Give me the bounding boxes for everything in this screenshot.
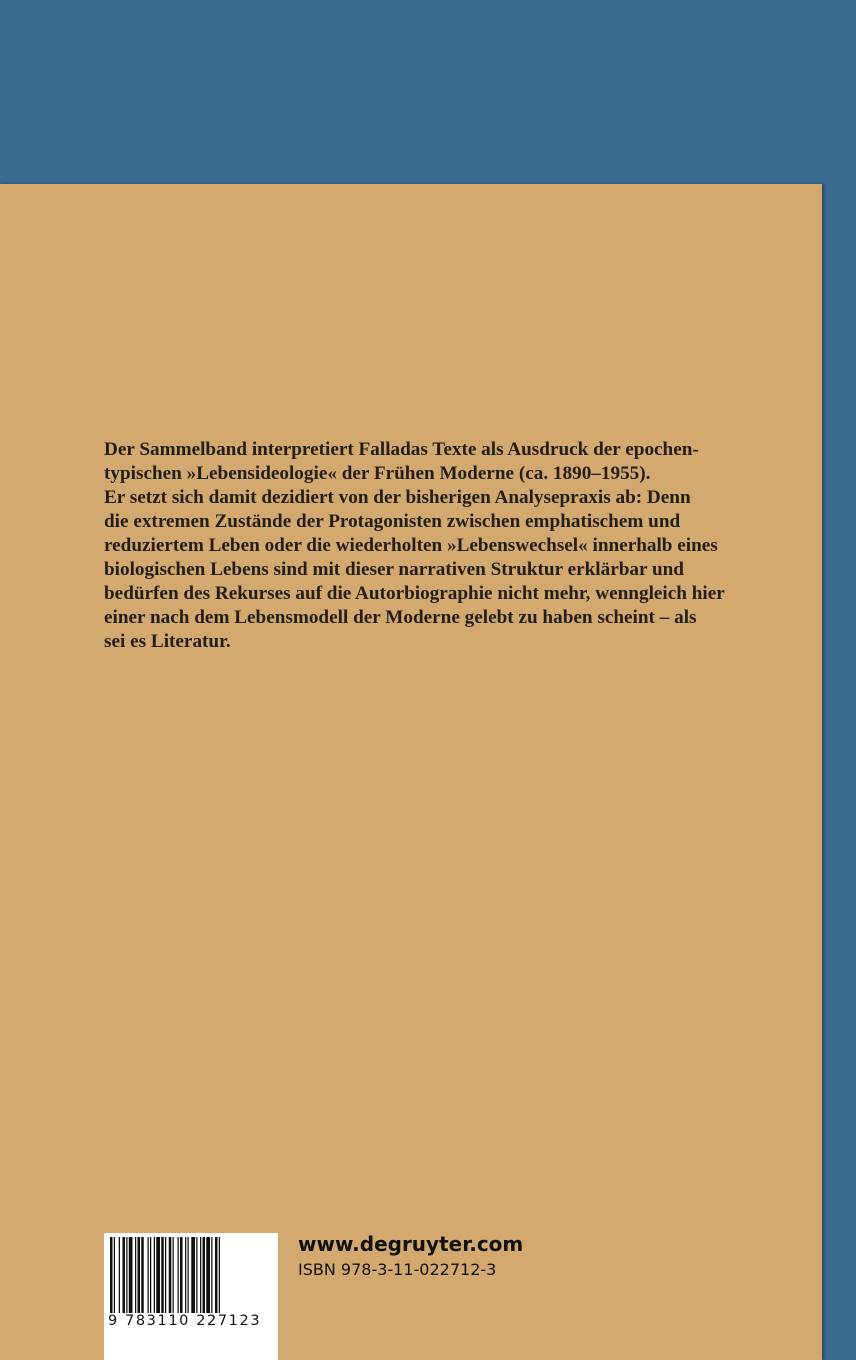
blurb-line: typischen »Lebensideologie« der Frühen Moderne (ca. 1890–1955).: [104, 463, 651, 484]
blurb-line: reduziertem Leben oder die wiederholten »Lebenswechsel« innerhalb eines: [104, 535, 718, 556]
barcode-bar: [161, 1237, 164, 1313]
barcode-bar: [150, 1237, 151, 1313]
publisher-info: [298, 1230, 523, 1281]
barcode-bar: [148, 1237, 149, 1313]
barcode-bars: [110, 1237, 272, 1313]
barcode-bar: [185, 1237, 186, 1313]
barcode: [104, 1233, 278, 1360]
publisher-website: www.degruyter.com: [298, 1232, 524, 1256]
back-cover-panel: [0, 184, 822, 1360]
barcode-bar: [138, 1237, 141, 1313]
blurb-line: einer nach dem Lebensmodell der Moderne gelebt zu haben scheint – als: [104, 607, 697, 628]
barcode-bar: [119, 1237, 120, 1313]
barcode-bar: [196, 1237, 197, 1313]
barcode-bar: [178, 1237, 179, 1313]
barcode-bar: [154, 1237, 155, 1313]
barcode-bar: [114, 1237, 115, 1313]
blurb-line: die extremen Zustände der Protagonisten zwischen emphatischem und: [104, 511, 681, 532]
barcode-bar: [169, 1237, 172, 1313]
barcode-bar: [203, 1237, 206, 1313]
isbn-number: ISBN 978-3-11-022712-3: [298, 1260, 497, 1279]
barcode-bar: [188, 1237, 189, 1313]
barcode-bar: [180, 1237, 183, 1313]
barcode-bar: [110, 1237, 113, 1313]
blurb-line: Der Sammelband interpretiert Falladas Texte als Ausdruck der epochen-: [104, 439, 699, 460]
barcode-bar: [215, 1237, 218, 1313]
blurb-line: biologischen Lebens sind mit dieser narrativen Struktur erklärbar und: [104, 559, 684, 580]
barcode-bar: [156, 1237, 160, 1313]
blurb-line: Er setzt sich damit dezidiert von der bisherigen Analysepraxis ab: Denn: [104, 487, 691, 508]
barcode-bar: [129, 1237, 133, 1313]
barcode-digits: 9 783110 227123: [108, 1313, 262, 1329]
barcode-bar: [191, 1237, 195, 1313]
barcode-bar: [206, 1237, 210, 1313]
barcode-bar: [135, 1237, 136, 1313]
barcode-bar: [200, 1237, 201, 1313]
blurb-line: bedürfen des Rekurses auf die Autorbiographie nicht mehr, wenngleich hier: [104, 583, 725, 604]
barcode-bar: [123, 1237, 126, 1313]
barcode-bar: [211, 1237, 212, 1313]
barcode-bar: [141, 1237, 144, 1313]
barcode-bar: [165, 1237, 166, 1313]
blurb-text: [104, 438, 764, 654]
barcode-bar: [126, 1237, 127, 1313]
barcode-bar: [219, 1237, 220, 1313]
barcode-bar: [173, 1237, 174, 1313]
blurb-line: sei es Literatur.: [104, 631, 231, 652]
